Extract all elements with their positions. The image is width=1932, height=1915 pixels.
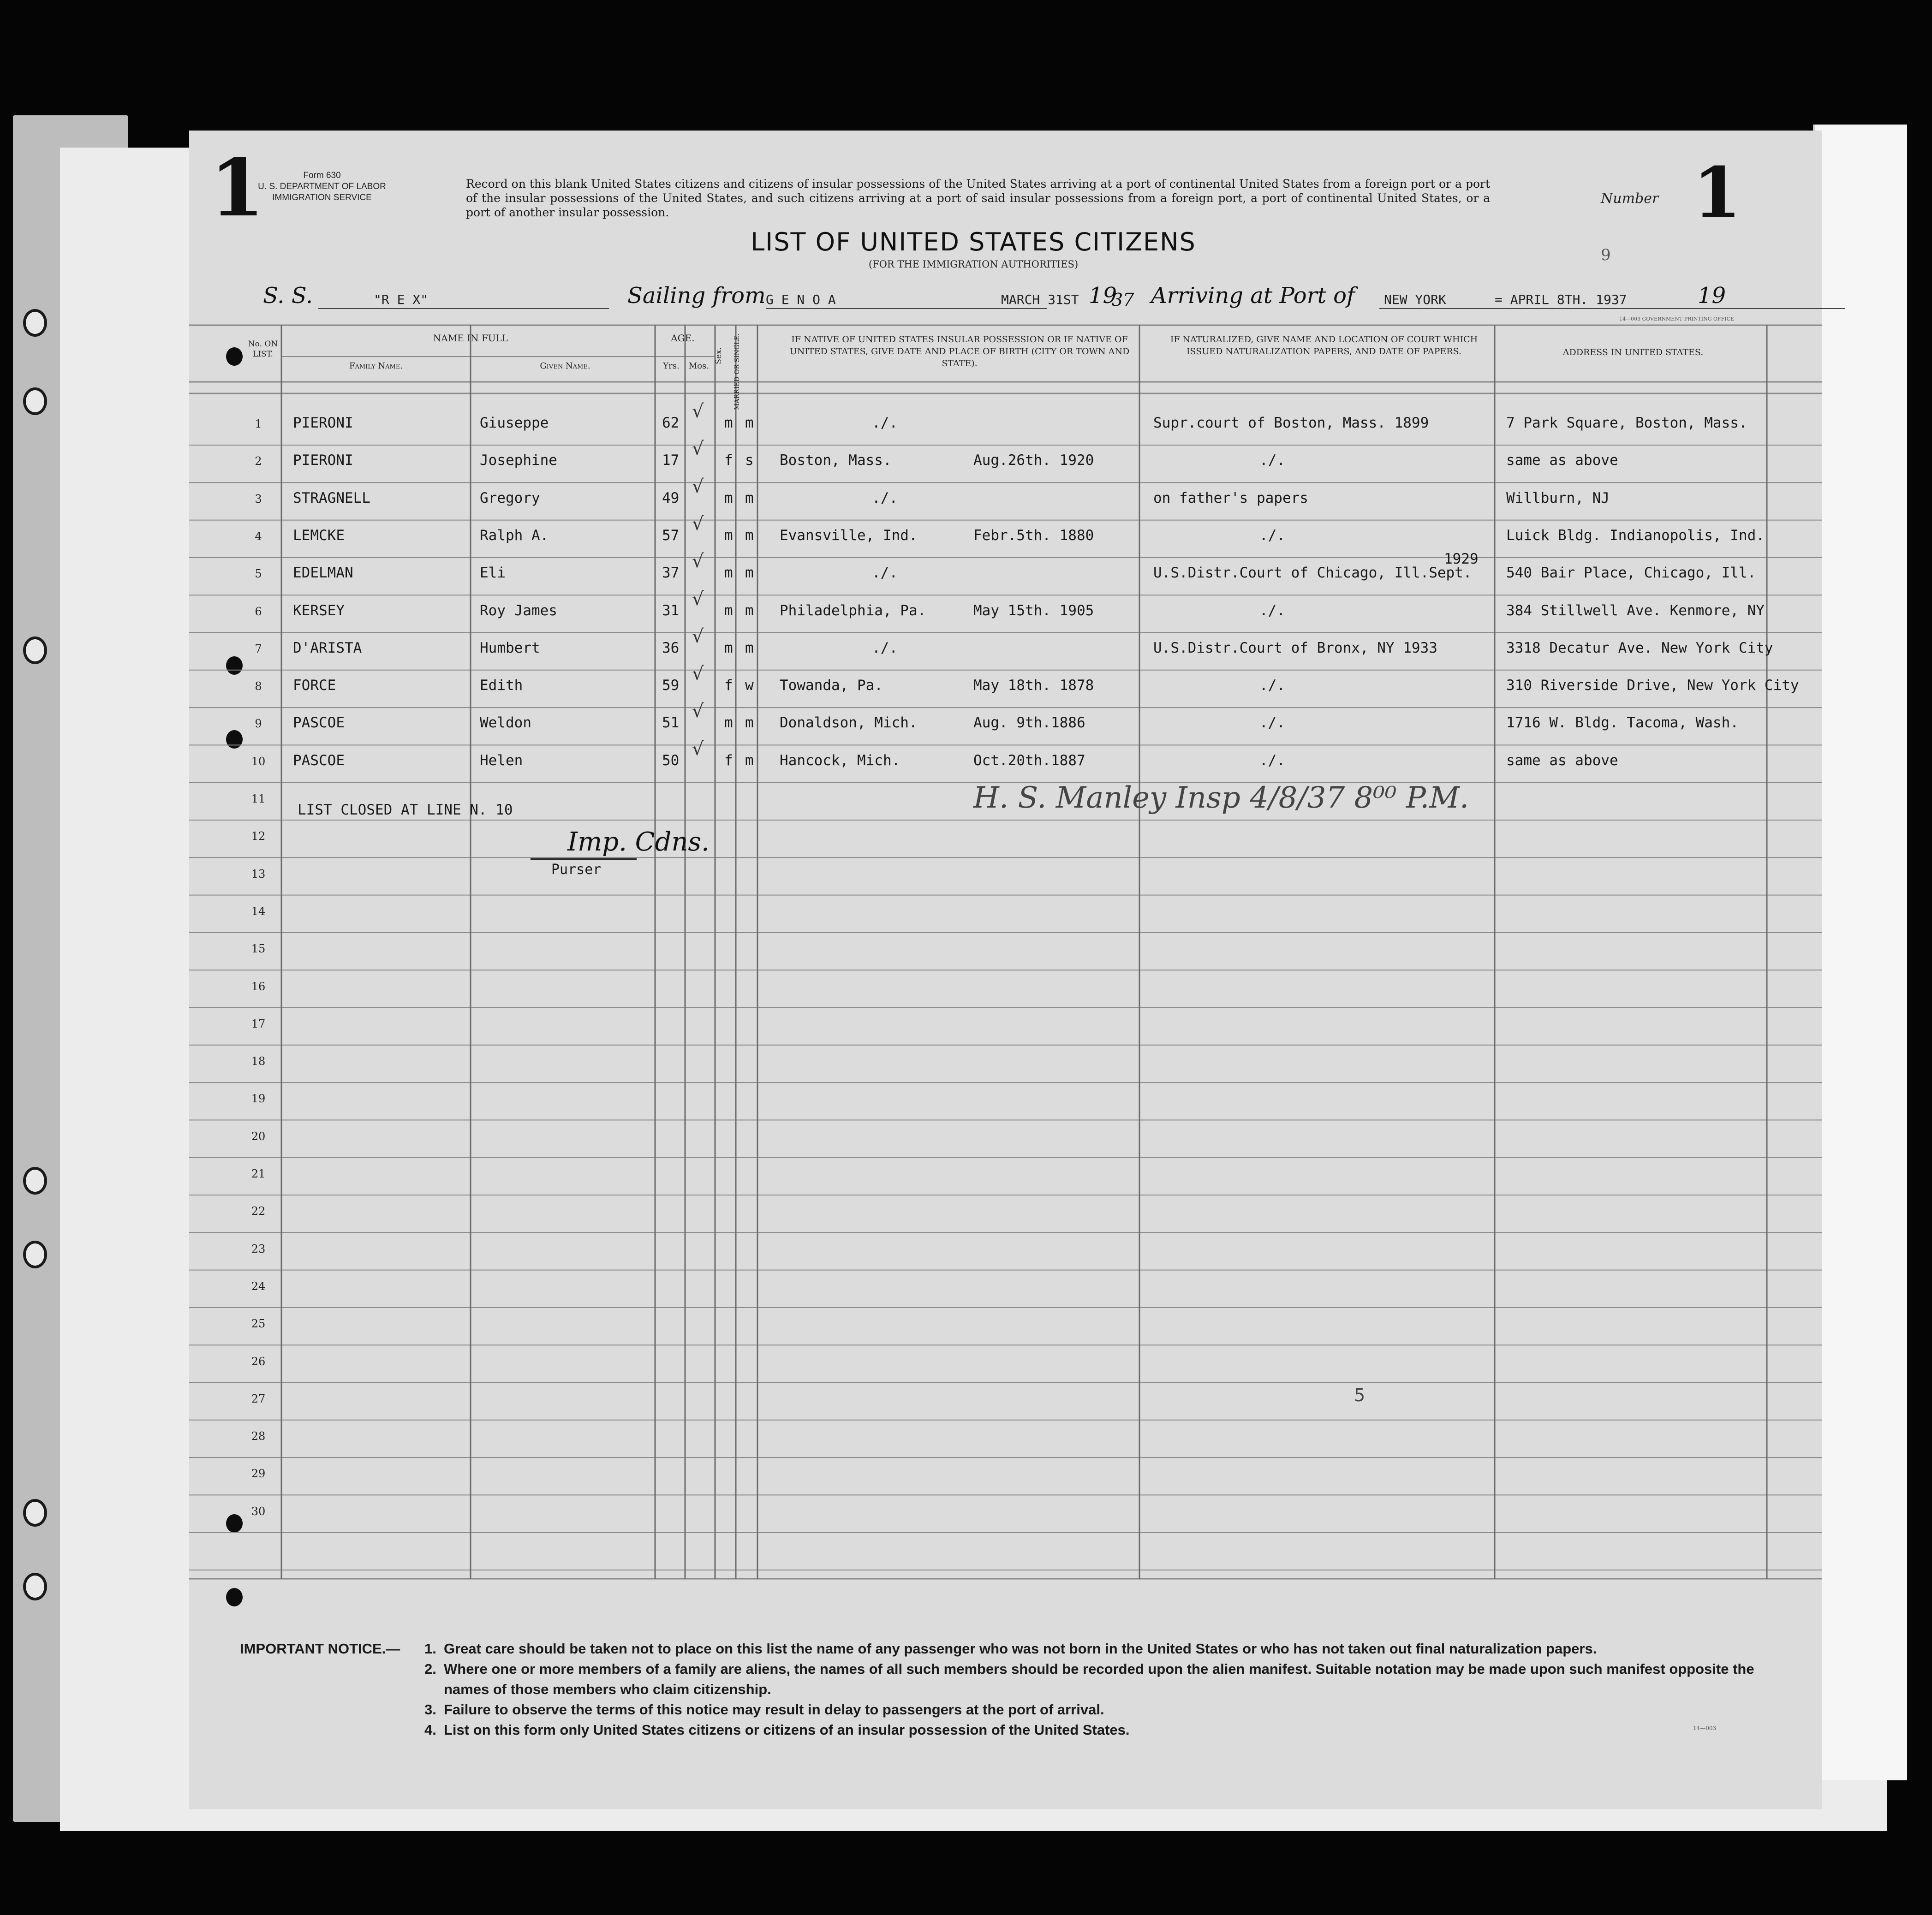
notice-item-number: 3. xyxy=(424,1701,436,1718)
line-number: 14 xyxy=(251,904,266,918)
punch-hole xyxy=(23,1241,47,1268)
cell-address: same as above xyxy=(1506,752,1618,769)
cell-family: STRAGNELL xyxy=(293,489,370,506)
line-number: 16 xyxy=(251,980,266,993)
cell-given: Giuseppe xyxy=(480,415,549,431)
cell-marital: m xyxy=(745,527,754,544)
cell-sex: f xyxy=(724,452,733,469)
sail-date: MARCH 31ST xyxy=(1001,292,1079,307)
cell-naturalized: on father's papers xyxy=(1153,489,1308,506)
cell-sex: m xyxy=(724,415,733,431)
cell-birth-date: Oct.20th.1887 xyxy=(973,752,1085,769)
cell-age: 50 xyxy=(662,752,680,769)
cell-address: 310 Riverside Drive, New York City xyxy=(1506,677,1799,694)
line-number: 28 xyxy=(251,1430,266,1443)
check-mark-icon: √ xyxy=(692,401,704,422)
cell-given: Gregory xyxy=(480,489,540,506)
check-mark-icon: √ xyxy=(692,438,704,460)
form-code: 14—003 xyxy=(1693,1725,1717,1731)
cell-birth-place: Philadelphia, Pa. xyxy=(780,602,926,619)
punch-hole xyxy=(23,636,47,664)
notice-heading: IMPORTANT NOTICE.— xyxy=(240,1641,400,1657)
inspector-signature: H. S. Manley Insp 4/8/37 8⁰⁰ P.M. xyxy=(973,781,1469,815)
line-number: 9 xyxy=(255,717,262,731)
cell-sex: m xyxy=(724,489,733,506)
notice-item-text: Failure to observe the terms of this notice may result in delay to passengers at the port of arrival. xyxy=(444,1701,1104,1718)
line-number: 19 xyxy=(251,1092,266,1106)
cell-birth-place: Donaldson, Mich. xyxy=(780,714,918,732)
punch-hole xyxy=(23,309,47,337)
cell-birth-place: ./. xyxy=(872,489,898,506)
cell-family: D'ARISTA xyxy=(293,639,362,656)
cell-age: 17 xyxy=(662,452,680,469)
cell-sex: m xyxy=(724,527,733,544)
cell-birth-date: May 18th. 1878 xyxy=(973,677,1094,694)
line-number: 10 xyxy=(251,755,266,768)
line-number: 5 xyxy=(255,567,262,581)
cell-birth-place: ./. xyxy=(872,639,898,656)
cell-sex: m xyxy=(724,639,733,656)
check-mark-icon: √ xyxy=(692,701,704,722)
line-number: 25 xyxy=(251,1317,266,1331)
cell-family: PIERONI xyxy=(293,415,353,431)
cell-marital: m xyxy=(745,602,754,619)
page-subtitle: (FOR THE IMMIGRATION AUTHORITIES) xyxy=(868,259,1079,270)
line-number: 2 xyxy=(255,455,262,468)
line-number: 20 xyxy=(251,1130,266,1143)
cell-given: Humbert xyxy=(480,639,540,656)
cell-sex: m xyxy=(724,714,733,732)
notice-item-text: Great care should be taken not to place on this list the name of any passenger who was not born in the United States or who has not taken out final naturalization papers. xyxy=(444,1641,1597,1657)
cell-family: PIERONI xyxy=(293,452,353,469)
cell-naturalized: ./. xyxy=(1259,677,1285,694)
cell-sex: f xyxy=(724,752,733,769)
line-number: 4 xyxy=(255,529,262,543)
check-mark-icon: √ xyxy=(692,513,704,535)
cell-sex: f xyxy=(724,677,733,694)
cell-naturalized: ./. xyxy=(1259,527,1285,544)
manifest-page xyxy=(189,131,1822,1809)
line-number: 7 xyxy=(255,642,262,655)
line-number: 21 xyxy=(251,1167,266,1180)
cell-naturalized-year: 1929 xyxy=(1444,551,1479,568)
line-number: 29 xyxy=(251,1467,266,1481)
col-no-on-list: No. ON LIST. xyxy=(248,339,278,359)
check-mark-icon: √ xyxy=(692,551,704,572)
cell-given: Josephine xyxy=(480,452,557,469)
col-birth: IF NATIVE OF UNITED STATES INSULAR POSSESSION OR IF NATIVE OF UNITED STATES, GIVE DATE AND PLACE OF BIRTH (CITY OR TOWN AND STATE). xyxy=(789,334,1130,369)
port-from: G E N O A xyxy=(766,292,836,307)
cell-naturalized: U.S.Distr.Court of Chicago, Ill.Sept. xyxy=(1153,565,1472,582)
cell-family: PASCOE xyxy=(293,752,345,769)
cell-age: 57 xyxy=(662,527,680,544)
punch-hole xyxy=(23,1499,47,1527)
col-naturalized: IF NATURALIZED, GIVE NAME AND LOCATION OF COURT WHICH ISSUED NATURALIZATION PAPERS, AND DATE OF PAPERS. xyxy=(1170,334,1478,357)
cell-family: PASCOE xyxy=(293,714,345,732)
cell-marital: m xyxy=(745,639,754,656)
cell-address: 1716 W. Bldg. Tacoma, Wash. xyxy=(1506,714,1739,732)
notice-item xyxy=(424,1639,1785,1659)
cell-given: Eli xyxy=(480,565,506,582)
cell-given: Weldon xyxy=(480,714,531,732)
cell-naturalized: ./. xyxy=(1259,452,1285,469)
margin-scribble: 9 xyxy=(1601,246,1611,264)
cell-age: 37 xyxy=(662,565,680,582)
cell-given: Edith xyxy=(480,677,523,694)
cell-naturalized: U.S.Distr.Court of Bronx, NY 1933 xyxy=(1153,639,1437,656)
number-label: Number xyxy=(1601,190,1659,207)
cell-sex: m xyxy=(724,602,733,619)
service: IMMIGRATION SERVICE xyxy=(272,193,372,202)
check-mark-icon: √ xyxy=(692,738,704,760)
cell-marital: m xyxy=(745,565,754,582)
cell-family: EDELMAN xyxy=(293,565,353,582)
printer-mark: 14—003 GOVERNMENT PRINTING OFFICE xyxy=(1619,316,1735,322)
cell-birth-place: ./. xyxy=(872,415,898,431)
stray-mark: 5 xyxy=(1354,1385,1366,1405)
check-mark-icon: √ xyxy=(692,588,704,610)
cell-age: 36 xyxy=(662,639,680,656)
col-name-in-full: NAME IN FULL xyxy=(433,333,508,344)
intro-text: Record on this blank United States citizens and citizens of insular possessions of the United States arriving at a port of continental United States from a foreign port or a port of the insular possessions of the United States, and such citizens arriving at a port of said insular possessions from a foreign port, a port of continental United States, or a port of another insular possession. xyxy=(466,177,1490,219)
cell-address: 384 Stillwell Ave. Kenmore, NY xyxy=(1506,602,1765,619)
ss-label: S. S. xyxy=(263,283,313,309)
notice-item xyxy=(424,1720,1785,1740)
cell-age: 59 xyxy=(662,677,680,694)
col-age: AGE. xyxy=(671,333,695,344)
cell-birth-date: Aug.26th. 1920 xyxy=(973,452,1094,469)
cell-birth-place: Towanda, Pa. xyxy=(780,677,883,694)
cell-address: same as above xyxy=(1506,452,1618,469)
notice-item-text: Where one or more members of a family are aliens, the names of all such members should be recorded upon the alien manifest. Suitable notation may be made upon such manifest opposite the names of those members who claim citizenship. xyxy=(444,1661,1754,1697)
col-family-name: Family Name. xyxy=(349,361,403,371)
year-end: 19 xyxy=(1698,283,1726,309)
cell-address: Willburn, NJ xyxy=(1506,489,1610,506)
punch-hole xyxy=(23,1167,47,1195)
arrival-date: = APRIL 8TH. 1937 xyxy=(1495,292,1627,307)
cell-birth-place: Boston, Mass. xyxy=(780,452,892,469)
list-number-corner: 1 xyxy=(210,142,265,234)
form-number: Form 630 xyxy=(303,171,341,180)
cell-birth-place: ./. xyxy=(872,565,898,582)
col-mos: Mos. xyxy=(688,361,710,371)
line-number: 13 xyxy=(251,867,266,880)
cell-birth-date: Febr.5th. 1880 xyxy=(973,527,1094,544)
cell-naturalized: Supr.court of Boston, Mass. 1899 xyxy=(1153,415,1429,431)
line-number: 23 xyxy=(251,1242,266,1255)
cell-address: 3318 Decatur Ave. New York City xyxy=(1506,639,1773,656)
line-number: 15 xyxy=(251,942,266,956)
cell-family: LEMCKE xyxy=(293,527,345,544)
cell-marital: w xyxy=(745,677,754,694)
list-closed-note: LIST CLOSED AT LINE N. 10 xyxy=(298,802,513,818)
cell-given: Roy James xyxy=(480,602,557,619)
punch-hole xyxy=(23,1573,47,1600)
port-to: NEW YORK xyxy=(1384,292,1446,307)
cell-naturalized: ./. xyxy=(1259,602,1285,619)
next-page-edge xyxy=(1813,125,1907,1780)
cell-marital: m xyxy=(745,489,754,506)
notice-item xyxy=(424,1659,1785,1700)
number-value: 1 xyxy=(1693,152,1741,233)
cell-given: Helen xyxy=(480,752,523,769)
cell-marital: m xyxy=(745,714,754,732)
cell-birth-place: Evansville, Ind. xyxy=(780,527,918,544)
department: U. S. DEPARTMENT OF LABOR xyxy=(258,182,386,191)
notice-items xyxy=(424,1639,1785,1740)
cell-birth-date: May 15th. 1905 xyxy=(973,602,1094,619)
line-number: 18 xyxy=(251,1055,266,1068)
cell-naturalized: ./. xyxy=(1259,752,1285,769)
arriving-label: Arriving at Port of xyxy=(1151,283,1355,309)
notice-item-number: 4. xyxy=(424,1722,436,1738)
cell-given: Ralph A. xyxy=(480,527,549,544)
cell-sex: m xyxy=(724,565,733,582)
cell-marital: s xyxy=(745,452,754,469)
notice-item-text: List on this form only United States citizens or citizens of an insular possession of the United States. xyxy=(444,1722,1130,1738)
line-number: 1 xyxy=(255,417,262,430)
cell-age: 31 xyxy=(662,602,680,619)
line-number: 12 xyxy=(251,830,266,843)
year-prefix: 19 xyxy=(1089,283,1117,309)
col-yrs: Yrs. xyxy=(663,361,680,371)
cell-age: 49 xyxy=(662,489,680,506)
col-married: MARRIED OR SINGLE. xyxy=(733,333,741,410)
cell-naturalized: ./. xyxy=(1259,714,1285,732)
table-grid xyxy=(189,131,1822,1809)
check-mark-icon: √ xyxy=(692,663,704,685)
cell-birth-date: Aug. 9th.1886 xyxy=(973,714,1085,732)
cell-age: 62 xyxy=(662,415,680,431)
cell-family: KERSEY xyxy=(293,602,345,619)
col-sex: Sex. xyxy=(714,347,723,364)
ship-name: "R E X" xyxy=(374,292,429,307)
line-number: 11 xyxy=(251,792,266,805)
cell-marital: m xyxy=(745,752,754,769)
cell-address: Luick Bldg. Indianopolis, Ind. xyxy=(1506,527,1765,544)
line-number: 8 xyxy=(255,680,262,693)
line-number: 30 xyxy=(251,1505,266,1518)
col-address: ADDRESS IN UNITED STATES. xyxy=(1562,347,1704,357)
cell-age: 51 xyxy=(662,714,680,732)
line-number: 22 xyxy=(251,1205,266,1218)
notice-item xyxy=(424,1700,1785,1720)
line-number: 3 xyxy=(255,492,262,506)
page-title: LIST OF UNITED STATES CITIZENS xyxy=(751,227,1196,256)
purser-label: Purser xyxy=(551,862,602,878)
line-number: 27 xyxy=(251,1392,266,1405)
col-given-name: Given Name. xyxy=(540,361,590,371)
line-number: 26 xyxy=(251,1355,266,1368)
sailing-label: Sailing from xyxy=(627,283,766,309)
cell-marital: m xyxy=(745,415,754,431)
line-number: 17 xyxy=(251,1017,266,1030)
cell-family: FORCE xyxy=(293,677,336,694)
punch-hole xyxy=(23,387,47,415)
notice-item-number: 1. xyxy=(424,1641,436,1657)
check-mark-icon: √ xyxy=(692,625,704,647)
line-number: 6 xyxy=(255,605,262,618)
purser-signature: Imp. Cdns. xyxy=(567,827,710,857)
line-number: 24 xyxy=(251,1279,266,1293)
check-mark-icon: √ xyxy=(692,476,704,497)
cell-birth-place: Hancock, Mich. xyxy=(780,752,900,769)
cell-address: 7 Park Square, Boston, Mass. xyxy=(1506,415,1747,431)
notice-item-number: 2. xyxy=(424,1661,436,1677)
signature-line xyxy=(531,858,637,860)
cell-address: 540 Bair Place, Chicago, Ill. xyxy=(1506,565,1756,582)
year-hand: 37 xyxy=(1112,290,1134,310)
